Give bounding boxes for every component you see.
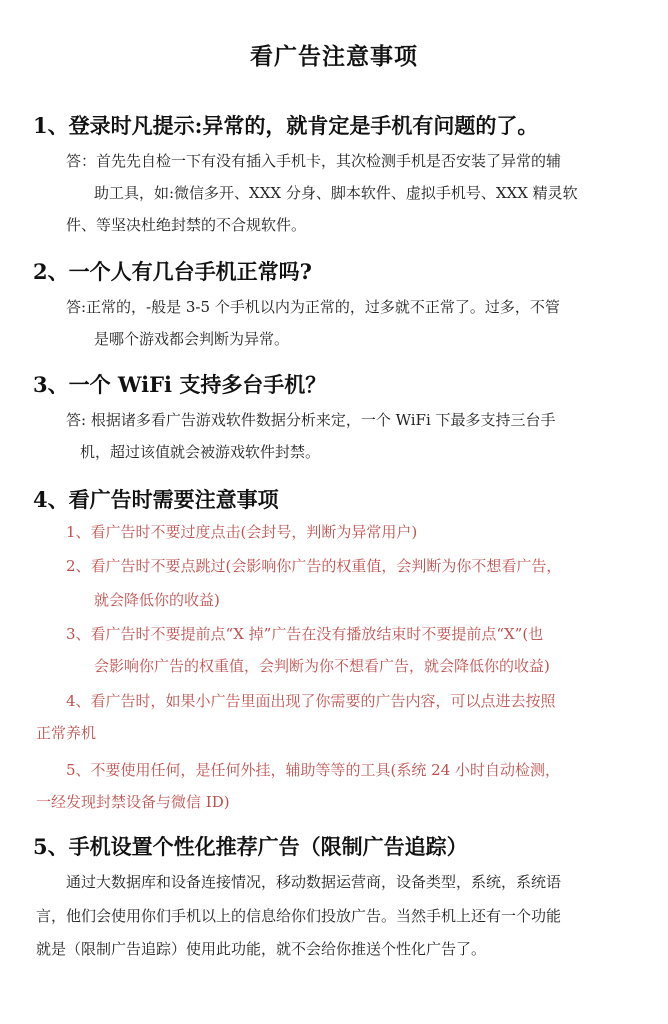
section-2-line: 是哪个游戏都会判断为异常。 [94,330,290,348]
section-2-heading: 2、一个人有几台手机正常吗? [33,259,312,284]
section-1-line: 答：首先先自检一下有没有插入手机卡，其次检测手机是否安装了异常的辅 [66,152,562,170]
section-4-line: 5、不要使用任何，是任何外挂，辅助等等的工具(系统 24 小时自动检测， [66,761,561,779]
section-3-line: 机，超过该值就会被游戏软件封禁。 [80,443,321,461]
section-2-line: 答:正常的，-般是 3-5 个手机以内为正常的，过多就不正常了。过多，不管 [66,298,560,316]
section-4-heading: 4、看广告时需要注意事项 [33,487,279,512]
section-1-line: 件、等坚决杜绝封禁的不合规软件。 [66,216,307,234]
section-4-line: 就会降低你的收益) [94,591,220,609]
section-5-line: 通过大数据库和设备连接情况，移动数据运营商，设备类型，系统，系统语 [66,873,562,891]
section-5-heading: 5、手机设置个性化推荐广告（限制广告追踪） [33,834,468,859]
section-1-heading: 1、登录时凡提示:异常的，就肯定是手机有问题的了。 [33,113,539,138]
section-3-heading: 3、一个 WiFi 支持多台手机？ [33,372,327,397]
section-4-line: 4、看广告时，如果小广告里面出现了你需要的广告内容，可以点进去按照 [66,692,556,710]
section-4-line: 2、看广告时不要点跳过(会影响你广告的权重值，会判断为你不想看广告， [66,557,562,575]
document-title: 看广告注意事项 [250,43,418,70]
section-4-line: 1、看广告时不要过度点击(会封号，判断为异常用户) [66,523,418,541]
section-3-line: 答: 根据诸多看广告游戏软件数据分析来定，一个 WiFi 下最多支持三台手 [66,411,556,429]
section-5-line: 就是（限制广告追踪）使用此功能，就不会给你推送个性化广告了。 [36,940,487,958]
section-4-line: 会影响你广告的权重值，会判断为你不想看广告，就会降低你的收益) [94,657,550,675]
section-4-line: 一经发现封禁设备与微信 ID) [36,793,230,811]
section-4-line: 正常养机 [36,724,97,742]
section-4-line: 3、看广告时不要提前点“X 掉”广告在没有播放结束时不要提前点“X”(也 [66,625,544,643]
section-5-line: 言，他们会使用你们手机以上的信息给你们投放广告。当然手机上还有一个功能 [36,907,562,925]
section-1-line: 助工具，如:微信多开、XXX 分身、脚本软件、虚拟手机号、XXX 精灵软 [94,184,578,202]
